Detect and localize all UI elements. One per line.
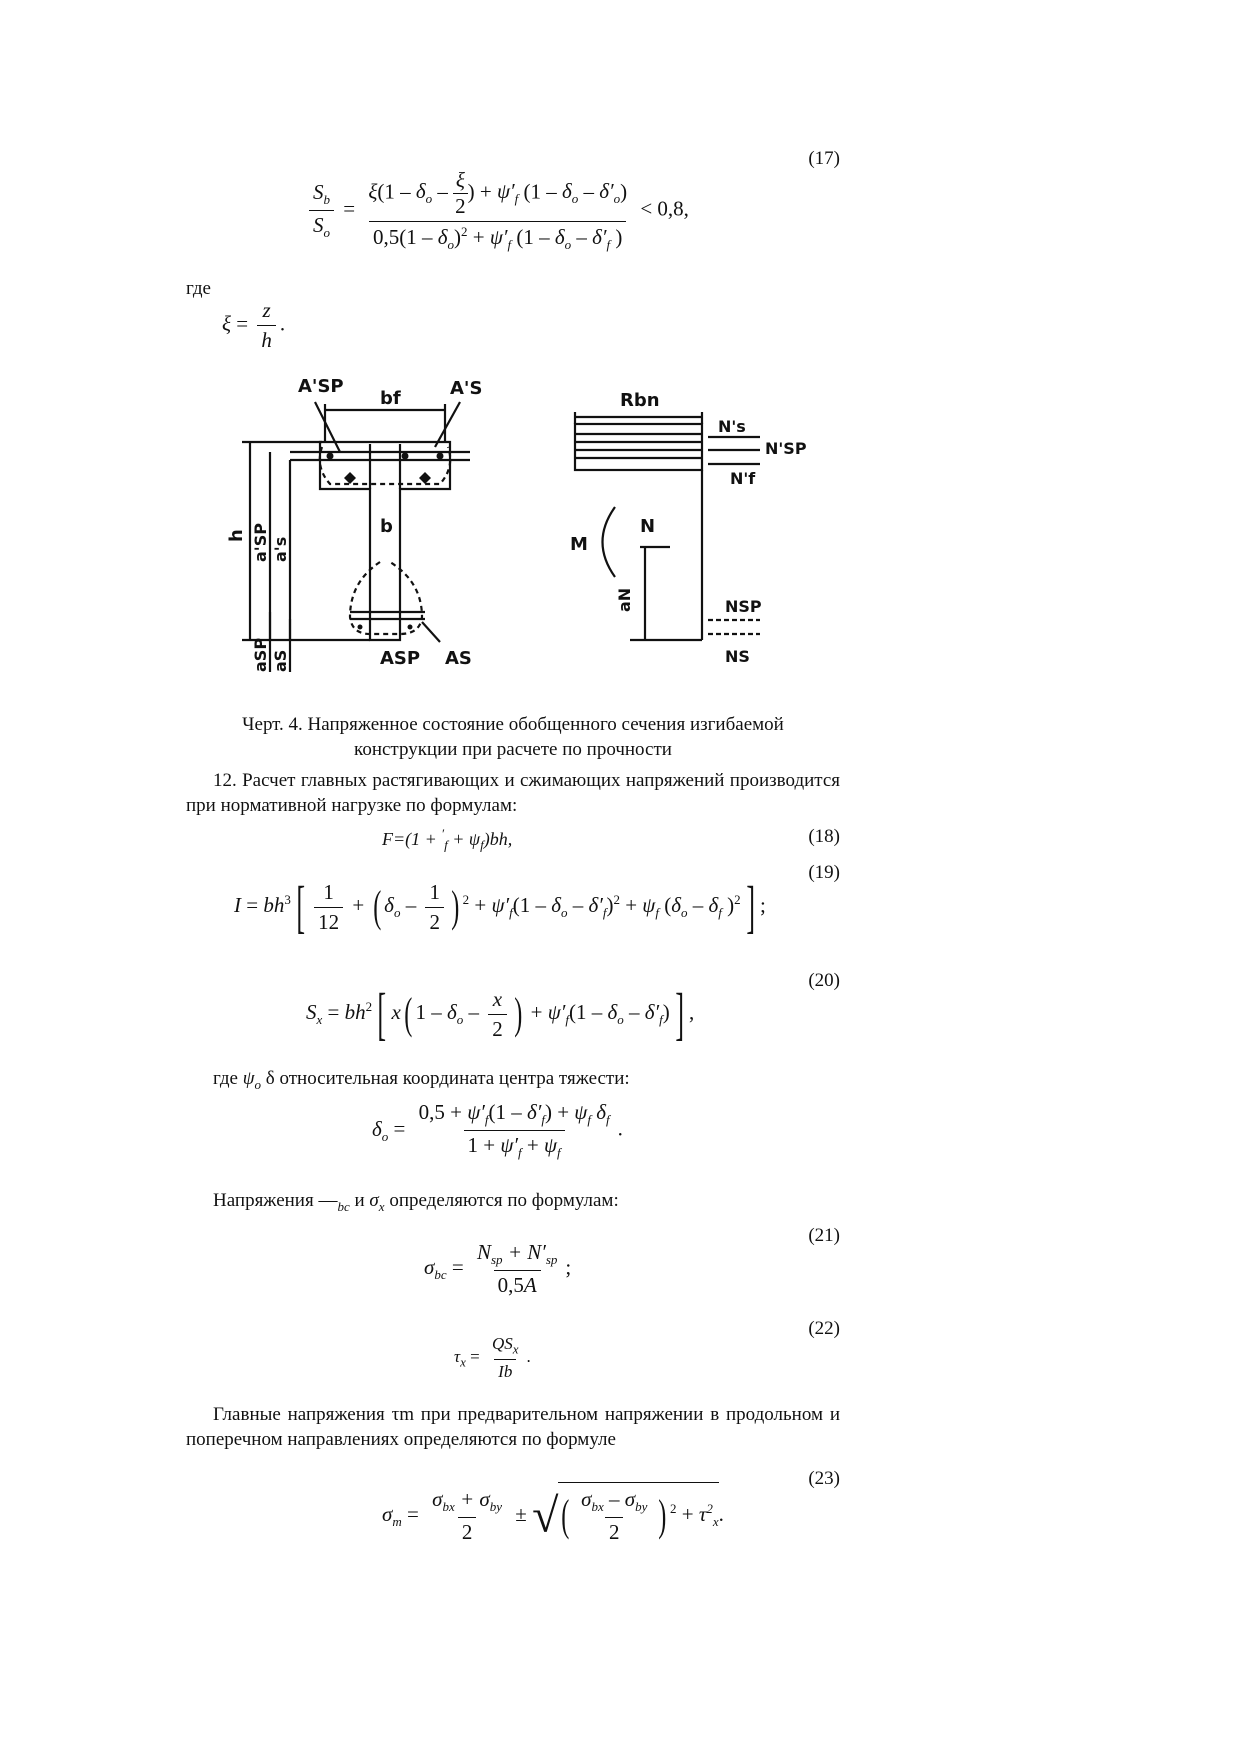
equation-number-20: (20) [808, 970, 840, 991]
formula-21: $\sigma_{bc}$ = $\frac{N_{sp} + N'_{sp}}{0,5A}$ ; [424, 1240, 572, 1298]
label-h: h [226, 529, 247, 542]
label-rbn: Rbn [620, 390, 660, 411]
label-asp-side: a'SP [251, 523, 270, 562]
label-as-top: A'S [450, 378, 483, 399]
equation-number-21: (21) [808, 1225, 840, 1246]
label-an: aN [615, 587, 634, 612]
label-n: N [640, 516, 656, 537]
paragraph-12: 12. Расчет главных растягивающих и сжимающих напряжений производится при нормативной нагрузке по формулам: [186, 770, 840, 816]
flange-outline [320, 442, 450, 640]
text-napryazheniya: Напряжения $—_{bc}$ и $\sigma_x$ определяются по формулам: [213, 1190, 619, 1214]
text-gde-1: где [186, 278, 211, 299]
equation-number-22: (22) [808, 1318, 840, 1339]
figure-caption [186, 712, 840, 762]
label-m: M [570, 534, 588, 555]
label-as: AS [445, 648, 472, 669]
label-as-bot: aS [271, 649, 290, 672]
napr-prefix: Напряжения [213, 1190, 314, 1211]
napr-suffix: определяются по формулам: [389, 1190, 619, 1211]
formula-19: $I = bh^3$[ $\frac{1}{12}$ + ( $\delta_o$ – $\frac{1}{2}$ ) $^2 + \psi'_f(1 - \delta_o - \delta'_f)^2 + \psi_f$ ($\delta_o - \delta_f$ )$^2$] ; [234, 874, 766, 939]
formula-17: $\frac{S_b}{S_o}$ = $\xi(1 - \delta_o$ – $\frac{\xi}{2}$ ) + $\psi'_f$ $(1 - \delta_o - \delta'_o)$ $0,5(1 - \delta_o)^2 + \psi'_f$ ($1 - \delta_o - \delta'_f$ ) < 0,8, [305, 168, 689, 253]
label-as-side: a's [271, 536, 290, 562]
formula-23: $\sigma_m$ = $\frac{\sigma_{bx} + \sigma_{by}}{2}$ ± √( $\frac{\sigma_{bx} - \sigma_{by}}{2}$ ) $^2 + \tau^2_x$. [382, 1482, 724, 1545]
equation-number-18: (18) [808, 826, 840, 847]
formula-20: $S_x = bh^2$[ x( $1 - \delta_o$ – $\frac{x}{2}$ ) + $\psi'_f(1 - \delta_o - \delta'_f)$] , [306, 981, 695, 1046]
formula-xi: ξ = $\frac{z}{h}$ . [222, 298, 286, 352]
equation-number-19: (19) [808, 862, 840, 883]
label-ns-prime: N's [718, 417, 746, 436]
text-gde-2: где $\psi_o$ δ относительная координата центра тяжести: [213, 1068, 630, 1092]
caption-line-2: конструкции при расчете по прочности [354, 739, 672, 760]
caption-line-1: Черт. 4. Напряженное состояние обобщенного сечения изгибаемой [242, 714, 784, 735]
equation-number-23: (23) [808, 1468, 840, 1489]
gde-2-prefix: где [213, 1068, 238, 1089]
label-bf: bf [380, 388, 401, 409]
section-stress-diagram [226, 372, 807, 672]
label-nf-prime: N'f [730, 469, 756, 488]
formula-delta-o: $\delta_o$ = $\frac{0,5 + \psi'_f(1 - \delta'_f) + \psi_f \delta_f}{1 + \psi'_f + \psi_f}$ . [372, 1100, 623, 1161]
formula-18: $F=(1 + '_f + \psi_f)bh$, [382, 826, 513, 853]
label-asp-top: A'SP [298, 376, 344, 397]
label-b: b [380, 516, 393, 537]
paragraph-glavnye: Главные напряжения τm при предварительном напряжении в продольном и поперечном направлениях определяются по формуле [186, 1404, 840, 1450]
label-ns: NS [725, 647, 750, 666]
label-asp: ASP [380, 648, 421, 669]
formula-22: $\tau_x$ = $\frac{QS_x}{Ib}$ . [454, 1334, 531, 1382]
label-asp-bot: aSP [251, 637, 270, 672]
label-nsp: NSP [725, 597, 762, 616]
gde-2-suffix: δ относительная координата центра тяжести: [265, 1068, 630, 1089]
equation-number-17: (17) [808, 148, 840, 169]
napr-mid: и [354, 1190, 365, 1211]
label-nsp-prime: N'SP [765, 439, 807, 458]
